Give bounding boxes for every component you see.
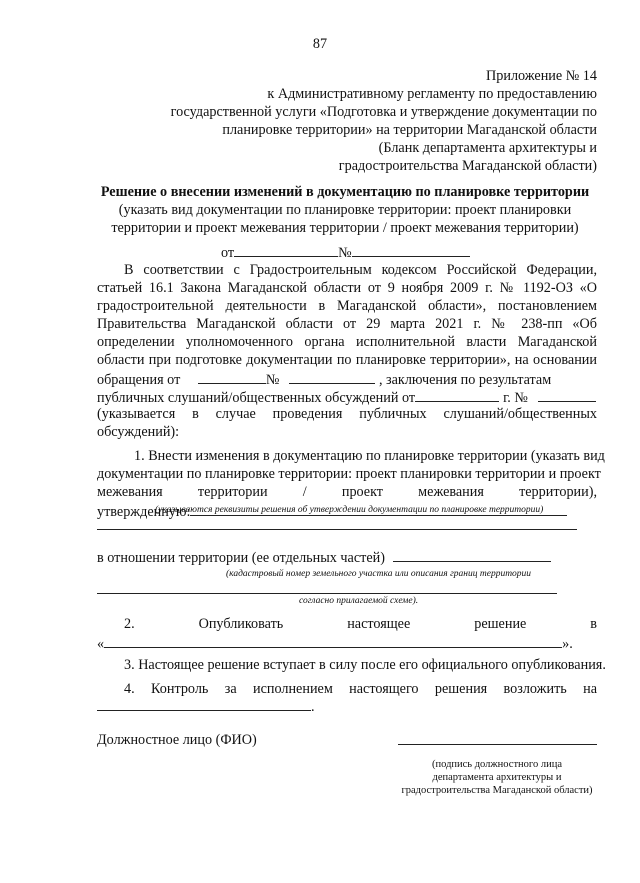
approval-extra-line[interactable]: [97, 529, 577, 530]
paragraph-line: В соответствии с Градостроительным кодексом Российской Федерации,: [124, 262, 597, 278]
paragraph-line: обсуждений):: [97, 424, 180, 440]
publication-field[interactable]: [104, 633, 562, 648]
item-line: 4. Контроль за исполнением настоящего решения возложить на: [124, 681, 597, 697]
control-end: .: [311, 699, 315, 715]
appeal-date-field[interactable]: [198, 369, 266, 384]
paragraph-line: статьей 16.1 Закона Магаданской области от 9 ноября 2009 г. № 1192-ОЗ «О: [97, 280, 597, 296]
date-number-line: [221, 242, 470, 262]
hearings-date-field[interactable]: [415, 387, 499, 402]
item-line: 2. Опубликовать настоящее решение в: [124, 616, 597, 632]
number-field[interactable]: [352, 242, 470, 257]
paragraph-line: (указывается в случае проведения публичных слушаний/общественных: [97, 406, 597, 422]
document-subtitle: (указать вид документации по планировке территории: проект планировки: [118, 202, 572, 218]
item-3: 3. Настоящее решение вступает в силу после его официального опубликования.: [124, 657, 606, 673]
hearings-label: публичных слушаний/общественных обсуждений от: [97, 390, 416, 406]
territory-line: [97, 547, 597, 565]
territory-field[interactable]: [393, 547, 551, 562]
territory-note: (кадастровый номер земельного участка или описания границ территории: [226, 569, 532, 579]
appeal-line: [97, 369, 597, 387]
number-label: №: [338, 245, 352, 261]
conclusion-label: , заключения по результатам: [378, 372, 552, 388]
signature-line[interactable]: [398, 744, 597, 745]
signature-caption: департамента архитектуры и: [432, 772, 562, 783]
item-line: межевания территории / проект межевания территории),: [97, 484, 597, 500]
appendix-line: к Административному регламенту по предоставлению: [267, 86, 597, 102]
territory-extra-line[interactable]: [97, 593, 557, 594]
appeal-from-label: обращения от: [97, 372, 181, 388]
signature-caption: (подпись должностного лица: [432, 759, 562, 770]
close-quote: ».: [562, 636, 573, 652]
approval-note: (указываются реквизиты решения об утверждении документации по планировке территории): [155, 505, 544, 515]
official-label: Должностное лицо (ФИО): [97, 732, 257, 748]
signature-caption: градостроительства Магаданской области): [401, 785, 593, 796]
approved-label: утвержденную:: [97, 504, 191, 520]
item-line: 1. Внести изменения в документацию по планировке территории (указать вид: [134, 448, 605, 464]
appeal-number-field[interactable]: [289, 369, 375, 384]
date-label: от: [221, 245, 235, 261]
page-number: 87: [312, 36, 328, 52]
paragraph-line: Правительства Магаданской области от 29 марта 2021 г. № 238-пп «Об: [97, 316, 597, 332]
paragraph-line: области при подготовке документации по планировке территории», на основании: [97, 352, 597, 368]
open-quote: «: [97, 636, 105, 652]
date-field[interactable]: [234, 242, 338, 257]
territory-label: в отношении территории (ее отдельных частей): [97, 550, 385, 566]
control-line: [97, 696, 597, 714]
appendix-line: (Бланк департамента архитектуры и: [378, 140, 597, 156]
document-title: Решение о внесении изменений в документацию по планировке территории: [100, 184, 590, 200]
appendix-line: планировке территории» на территории Магаданской области: [222, 122, 597, 138]
hearings-number-label: г. №: [503, 390, 528, 406]
hearings-line: [97, 387, 597, 405]
hearings-number-field[interactable]: [538, 387, 596, 402]
item-line: документации по планировке территории: проект планировки территории и проект: [97, 466, 601, 482]
appendix-line: государственной услуги «Подготовка и утверждение документации по: [170, 104, 597, 120]
paragraph-line: градостроительной деятельности в Магаданской области», постановлением: [97, 298, 597, 314]
control-field[interactable]: [97, 696, 311, 711]
document-subtitle: территории и проект межевания территории / проект межевания территории): [111, 220, 579, 236]
publication-line: [97, 633, 597, 651]
appendix-number: Приложение № 14: [486, 68, 597, 84]
paragraph-line: определении уполномоченного органа исполнительной власти Магаданской: [97, 334, 597, 350]
appeal-number-label: №: [265, 372, 280, 388]
appendix-line: градостроительства Магаданской области): [338, 158, 597, 174]
territory-note: согласно прилагаемой схеме).: [299, 596, 419, 606]
